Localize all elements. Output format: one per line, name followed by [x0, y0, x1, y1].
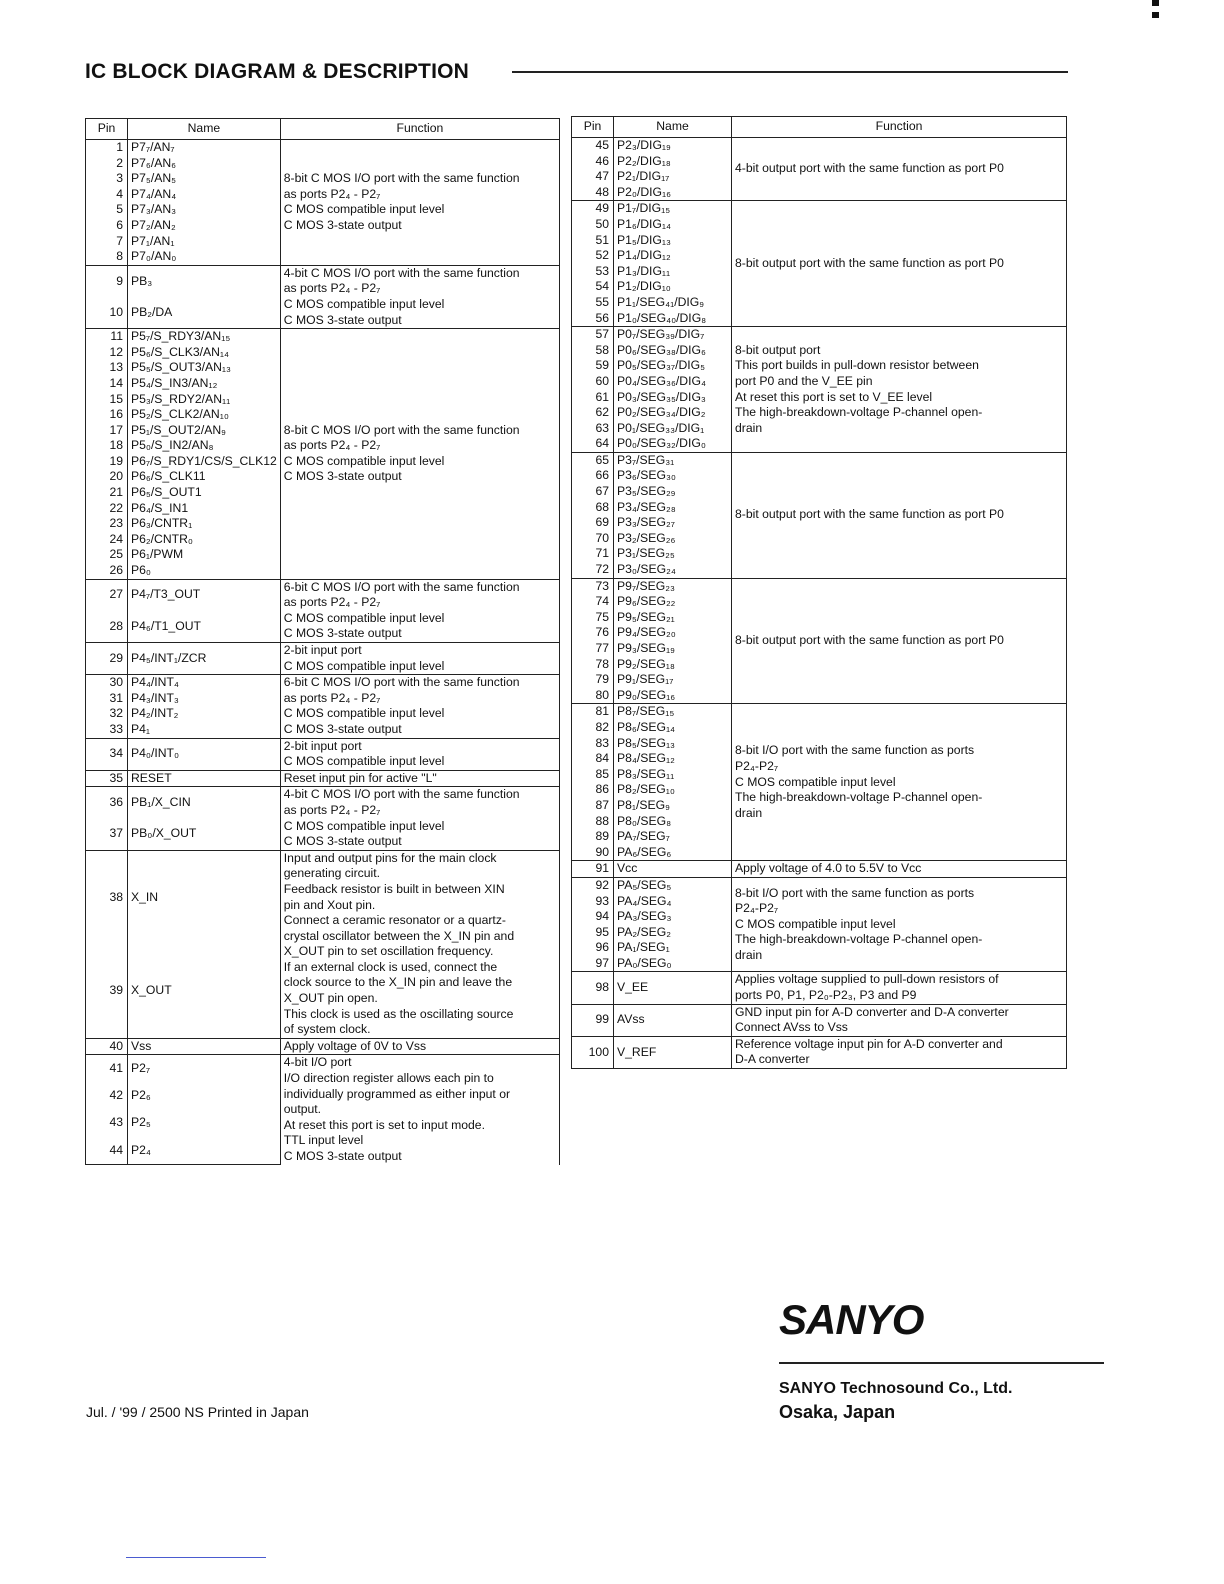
pin-name: P3₃/SEG₂₇: [614, 515, 732, 531]
table-row: [86, 675, 560, 691]
pin-name: P7₃/AN₃: [128, 202, 281, 218]
pin-function: 8-bit output port with the same function as port P0: [732, 201, 1067, 327]
pin-number: 75: [572, 610, 614, 626]
pin-name: Vss: [128, 1038, 281, 1055]
pin-number: 80: [572, 688, 614, 704]
pin-name: P0₇/SEG₃₉/DIG₇: [614, 327, 732, 343]
pin-number: 19: [86, 454, 128, 470]
pin-name: P9₇/SEG₂₃: [614, 578, 732, 594]
pin-name: P5₁/S_OUT2/AN₉: [128, 423, 281, 439]
pin-number: 27: [86, 579, 128, 611]
pin-name: V_REF: [614, 1036, 732, 1068]
pin-function: Input and output pins for the main clock generating circuit. Feedback resistor is built in between XIN pin and Xout pin. Connect a ceramic resonator or a quartz- crystal oscillator between the X_IN pin and X_OUT pin to set oscillation frequency. If an external clock is used, connect the clock source to the X_IN pin and leave the X_OUT pin open. This clock is used as the oscillating source of system clock.: [280, 850, 559, 1038]
pin-name: P2₇: [128, 1055, 281, 1083]
pin-number: 47: [572, 169, 614, 185]
company-name: SANYO Technosound Co., Ltd.: [779, 1380, 1013, 1397]
pin-name: P6₀: [128, 563, 281, 579]
pin-number: 76: [572, 625, 614, 641]
pin-name: P2₆: [128, 1083, 281, 1110]
pin-function: 6-bit C MOS I/O port with the same function as ports P2₄ - P2₇ C MOS compatible input level C MOS 3-state output: [280, 675, 559, 738]
pin-name: P2₄: [128, 1137, 281, 1165]
pin-name: P6₅/S_OUT1: [128, 485, 281, 501]
pin-name: PA₅/SEG₅: [614, 877, 732, 893]
pin-number: 8: [86, 249, 128, 265]
pin-name: P6₃/CNTR₁: [128, 516, 281, 532]
pin-name: P6₄/S_IN1: [128, 501, 281, 517]
pin-name: PA₄/SEG₄: [614, 894, 732, 910]
pin-name: P4₇/T3_OUT: [128, 579, 281, 611]
pin-number: 37: [86, 819, 128, 851]
pin-name: P8₄/SEG₁₂: [614, 751, 732, 767]
pin-name: P1₄/DIG₁₂: [614, 248, 732, 264]
pin-number: 32: [86, 706, 128, 722]
pin-name: P7₇/AN₇: [128, 140, 281, 156]
pin-name: PB₂/DA: [128, 297, 281, 329]
pin-number: 30: [86, 675, 128, 691]
pin-name: P0₃/SEG₃₅/DIG₃: [614, 390, 732, 406]
pin-number: 95: [572, 925, 614, 941]
pin-name: P2₅: [128, 1110, 281, 1137]
pin-name: P0₆/SEG₃₈/DIG₆: [614, 343, 732, 359]
pin-name: P1₁/SEG₄₁/DIG₉: [614, 295, 732, 311]
table-row: [572, 972, 1067, 1004]
table-row: [572, 861, 1067, 878]
pin-name: PA₃/SEG₃: [614, 909, 732, 925]
pin-number: 66: [572, 468, 614, 484]
pin-number: 91: [572, 861, 614, 878]
pin-name: P8₀/SEG₈: [614, 814, 732, 830]
pin-name: P8₅/SEG₁₃: [614, 736, 732, 752]
pin-name: PA₁/SEG₁: [614, 940, 732, 956]
pin-name: P1₂/DIG₁₀: [614, 279, 732, 295]
pin-number: 89: [572, 829, 614, 845]
pin-name: P1₃/DIG₁₁: [614, 264, 732, 280]
pin-number: 49: [572, 201, 614, 217]
pin-number: 48: [572, 185, 614, 201]
header-name: Name: [128, 119, 281, 140]
pin-number: 7: [86, 234, 128, 250]
pin-name: P9₆/SEG₂₂: [614, 594, 732, 610]
table-row: [86, 770, 560, 787]
pin-name: PB₁/X_CIN: [128, 787, 281, 819]
pin-name: P0₄/SEG₃₆/DIG₄: [614, 374, 732, 390]
pin-function: GND input pin for A-D converter and D-A converter Connect AVss to Vss: [732, 1004, 1067, 1036]
pin-number: 13: [86, 360, 128, 376]
pin-function: Apply voltage of 4.0 to 5.5V to Vcc: [732, 861, 1067, 878]
pin-number: 42: [86, 1083, 128, 1110]
table-row: [86, 265, 560, 297]
pin-name: P9₁/SEG₁₇: [614, 672, 732, 688]
pin-number: 21: [86, 485, 128, 501]
pin-number: 87: [572, 798, 614, 814]
pin-number: 68: [572, 500, 614, 516]
pin-number: 46: [572, 154, 614, 170]
pin-number: 43: [86, 1110, 128, 1137]
pin-name: P1₇/DIG₁₅: [614, 201, 732, 217]
table-row: [86, 329, 560, 345]
pin-number: 97: [572, 956, 614, 972]
pin-number: 51: [572, 233, 614, 249]
pin-function: 4-bit C MOS I/O port with the same function as ports P2₄ - P2₇ C MOS compatible input level C MOS 3-state output: [280, 787, 559, 850]
pin-number: 9: [86, 265, 128, 297]
pin-name: P7₀/AN₀: [128, 249, 281, 265]
pin-name: P6₁/PWM: [128, 547, 281, 563]
pin-number: 5: [86, 202, 128, 218]
pin-name: P3₄/SEG₂₈: [614, 500, 732, 516]
pin-number: 6: [86, 218, 128, 234]
pin-number: 61: [572, 390, 614, 406]
pin-number: 85: [572, 767, 614, 783]
pin-number: 14: [86, 376, 128, 392]
pin-name: P3₅/SEG₂₉: [614, 484, 732, 500]
pin-number: 55: [572, 295, 614, 311]
pin-number: 12: [86, 345, 128, 361]
pin-number: 25: [86, 547, 128, 563]
pin-number: 18: [86, 438, 128, 454]
pin-name: P7₆/AN₆: [128, 156, 281, 172]
pin-number: 62: [572, 405, 614, 421]
pin-number: 20: [86, 469, 128, 485]
pin-name: P1₀/SEG₄₀/DIG₈: [614, 311, 732, 327]
pin-name: P8₁/SEG₉: [614, 798, 732, 814]
table-row: [86, 787, 560, 819]
table-row: [86, 643, 560, 675]
pin-number: 64: [572, 436, 614, 452]
pin-number: 59: [572, 358, 614, 374]
table-row: [572, 1004, 1067, 1036]
pin-name: P9₃/SEG₁₉: [614, 641, 732, 657]
pin-number: 26: [86, 563, 128, 579]
pin-name: P4₅/INT₁/ZCR: [128, 643, 281, 675]
pin-number: 81: [572, 704, 614, 720]
pin-number: 50: [572, 217, 614, 233]
pin-number: 4: [86, 187, 128, 203]
pin-name: P3₇/SEG₃₁: [614, 452, 732, 468]
pin-number: 86: [572, 782, 614, 798]
pin-name: P5₆/S_CLK3/AN₁₄: [128, 345, 281, 361]
pin-number: 60: [572, 374, 614, 390]
table-row: [86, 579, 560, 611]
pin-name: P9₂/SEG₁₈: [614, 657, 732, 673]
table-row: [572, 327, 1067, 343]
pin-number: 72: [572, 562, 614, 578]
pin-name: X_IN: [128, 850, 281, 944]
pin-name: P4₁: [128, 722, 281, 738]
logo-rule: [779, 1362, 1104, 1364]
table-row: [86, 1055, 560, 1083]
table-row: [572, 704, 1067, 720]
pin-number: 93: [572, 894, 614, 910]
pin-name: P4₂/INT₂: [128, 706, 281, 722]
pin-name: P8₇/SEG₁₅: [614, 704, 732, 720]
pin-number: 70: [572, 531, 614, 547]
pin-number: 3: [86, 171, 128, 187]
pin-number: 69: [572, 515, 614, 531]
pin-name: P5₅/S_OUT3/AN₁₃: [128, 360, 281, 376]
pin-number: 82: [572, 720, 614, 736]
pin-number: 45: [572, 138, 614, 154]
pin-table-left: [85, 118, 560, 1165]
pin-name: P0₁/SEG₃₃/DIG₁: [614, 421, 732, 437]
pin-function: 8-bit output port This port builds in pull-down resistor between port P0 and the V_EE pin At reset this port is set to V_EE level The high-breakdown-voltage P-channel open- drain: [732, 327, 1067, 453]
pin-number: 65: [572, 452, 614, 468]
pin-number: 79: [572, 672, 614, 688]
pin-name: P8₂/SEG₁₀: [614, 782, 732, 798]
header-function: Function: [280, 119, 559, 140]
pin-function: 8-bit output port with the same function as port P0: [732, 452, 1067, 578]
pin-name: P4₄/INT₄: [128, 675, 281, 691]
pin-name: PB₀/X_OUT: [128, 819, 281, 851]
pin-name: P2₁/DIG₁₇: [614, 169, 732, 185]
pin-name: P0₂/SEG₃₄/DIG₂: [614, 405, 732, 421]
pin-name: P2₀/DIG₁₆: [614, 185, 732, 201]
pin-number: 15: [86, 392, 128, 408]
pin-name: P7₁/AN₁: [128, 234, 281, 250]
pin-name: AVss: [614, 1004, 732, 1036]
pin-function: Applies voltage supplied to pull-down resistors of ports P0, P1, P2₀-P2₃, P3 and P9: [732, 972, 1067, 1004]
pin-name: P6₆/S_CLK11: [128, 469, 281, 485]
pin-name: P5₀/S_IN2/AN₈: [128, 438, 281, 454]
pin-number: 44: [86, 1137, 128, 1165]
pin-function: Reset input pin for active "L": [280, 770, 559, 787]
table-row: [86, 140, 560, 156]
pin-function: 8-bit I/O port with the same function as ports P2₄-P2₇ C MOS compatible input level The high-breakdown-voltage P-channel open- drain: [732, 877, 1067, 972]
pin-number: 17: [86, 423, 128, 439]
print-footer: Jul. / '99 / 2500 NS Printed in Japan: [86, 1404, 309, 1420]
pin-table-right-body: [572, 138, 1067, 1069]
pin-name: P9₀/SEG₁₆: [614, 688, 732, 704]
table-row: [572, 201, 1067, 217]
header-function: Function: [732, 117, 1067, 138]
pin-function: 2-bit input port C MOS compatible input level: [280, 643, 559, 675]
pin-number: 63: [572, 421, 614, 437]
pin-number: 38: [86, 850, 128, 944]
pin-number: 52: [572, 248, 614, 264]
pin-name: P9₄/SEG₂₀: [614, 625, 732, 641]
pin-function: 6-bit C MOS I/O port with the same function as ports P2₄ - P2₇ C MOS compatible input level C MOS 3-state output: [280, 579, 559, 642]
table-row: [572, 138, 1067, 154]
pin-name: P7₂/AN₂: [128, 218, 281, 234]
pin-name: Vcc: [614, 861, 732, 878]
pin-name: P2₃/DIG₁₉: [614, 138, 732, 154]
pin-name: P0₅/SEG₃₇/DIG₅: [614, 358, 732, 374]
pin-number: 58: [572, 343, 614, 359]
pin-function: 4-bit C MOS I/O port with the same function as ports P2₄ - P2₇ C MOS compatible input level C MOS 3-state output: [280, 265, 559, 328]
pin-number: 92: [572, 877, 614, 893]
pin-number: 33: [86, 722, 128, 738]
pin-name: P3₆/SEG₃₀: [614, 468, 732, 484]
pin-name: P5₃/S_RDY2/AN₁₁: [128, 392, 281, 408]
table-row: [86, 850, 560, 944]
pin-number: 35: [86, 770, 128, 787]
pin-number: 41: [86, 1055, 128, 1083]
pin-name: P6₂/CNTR₀: [128, 532, 281, 548]
title-rule: [512, 71, 1068, 73]
pin-number: 78: [572, 657, 614, 673]
pin-number: 40: [86, 1038, 128, 1055]
pin-name: PB₃: [128, 265, 281, 297]
pin-number: 16: [86, 407, 128, 423]
pin-name: P4₀/INT₀: [128, 738, 281, 770]
pin-number: 90: [572, 845, 614, 861]
header-pin: Pin: [572, 117, 614, 138]
pin-number: 83: [572, 736, 614, 752]
pin-name: V_EE: [614, 972, 732, 1004]
pin-number: 74: [572, 594, 614, 610]
pin-number: 24: [86, 532, 128, 548]
pin-name: P3₂/SEG₂₆: [614, 531, 732, 547]
pin-number: 1: [86, 140, 128, 156]
pin-name: P4₃/INT₃: [128, 691, 281, 707]
table-row: [86, 738, 560, 770]
pin-function: 8-bit C MOS I/O port with the same function as ports P2₄ - P2₇ C MOS compatible input level C MOS 3-state output: [280, 329, 559, 580]
pin-name: P1₆/DIG₁₄: [614, 217, 732, 233]
pin-number: 53: [572, 264, 614, 280]
pin-name: P5₇/S_RDY3/AN₁₅: [128, 329, 281, 345]
pin-name: PA₂/SEG₂: [614, 925, 732, 941]
pin-name: P1₅/DIG₁₃: [614, 233, 732, 249]
pin-number: 54: [572, 279, 614, 295]
pin-number: 10: [86, 297, 128, 329]
pin-function: Apply voltage of 0V to Vss: [280, 1038, 559, 1055]
pin-name: P0₀/SEG₃₂/DIG₀: [614, 436, 732, 452]
pin-number: 99: [572, 1004, 614, 1036]
pin-number: 36: [86, 787, 128, 819]
pin-name: P8₆/SEG₁₄: [614, 720, 732, 736]
pin-number: 98: [572, 972, 614, 1004]
table-row: [86, 1038, 560, 1055]
pin-number: 94: [572, 909, 614, 925]
pin-name: X_OUT: [128, 944, 281, 1038]
pin-function: 8-bit C MOS I/O port with the same function as ports P2₄ - P2₇ C MOS compatible input level C MOS 3-state output: [280, 140, 559, 266]
pin-name: RESET: [128, 770, 281, 787]
pin-function: 4-bit output port with the same function as port P0: [732, 138, 1067, 201]
pin-name: P7₄/AN₄: [128, 187, 281, 203]
pin-function: 2-bit input port C MOS compatible input level: [280, 738, 559, 770]
header-pin: Pin: [86, 119, 128, 140]
pin-number: 34: [86, 738, 128, 770]
pin-number: 96: [572, 940, 614, 956]
pin-number: 57: [572, 327, 614, 343]
pin-function: 8-bit I/O port with the same function as ports P2₄-P2₇ C MOS compatible input level The high-breakdown-voltage P-channel open- drain: [732, 704, 1067, 861]
pin-number: 77: [572, 641, 614, 657]
pin-number: 88: [572, 814, 614, 830]
bottom-link-rule: [126, 1557, 266, 1558]
pin-name: P9₅/SEG₂₁: [614, 610, 732, 626]
pin-number: 56: [572, 311, 614, 327]
pin-name: P5₄/S_IN3/AN₁₂: [128, 376, 281, 392]
table-row: [572, 1036, 1067, 1068]
pin-name: P5₂/S_CLK2/AN₁₀: [128, 407, 281, 423]
pin-name: P3₁/SEG₂₅: [614, 546, 732, 562]
pin-table-left-body: [86, 140, 560, 1165]
pin-number: 67: [572, 484, 614, 500]
pin-name: P7₅/AN₅: [128, 171, 281, 187]
pin-number: 22: [86, 501, 128, 517]
table-row: [572, 452, 1067, 468]
header-name: Name: [614, 117, 732, 138]
pin-name: P4₆/T1_OUT: [128, 611, 281, 643]
pin-name: PA₇/SEG₇: [614, 829, 732, 845]
pin-number: 71: [572, 546, 614, 562]
pin-name: P8₃/SEG₁₁: [614, 767, 732, 783]
pin-number: 11: [86, 329, 128, 345]
pin-function: 4-bit I/O port I/O direction register allows each pin to individually programmed as either input or output. At reset this port is set to input mode. TTL input level C MOS 3-state output: [280, 1055, 559, 1165]
pin-number: 23: [86, 516, 128, 532]
pin-number: 100: [572, 1036, 614, 1068]
pin-table-right: [571, 116, 1067, 1069]
pin-name: PA₀/SEG₀: [614, 956, 732, 972]
pin-number: 39: [86, 944, 128, 1038]
table-row: [572, 877, 1067, 893]
pin-function: 8-bit output port with the same function as port P0: [732, 578, 1067, 704]
pin-number: 29: [86, 643, 128, 675]
pin-number: 84: [572, 751, 614, 767]
pin-name: P6₇/S_RDY1/CS/S_CLK12: [128, 454, 281, 470]
corner-marks: [1152, 0, 1160, 22]
pin-function: Reference voltage input pin for A-D converter and D-A converter: [732, 1036, 1067, 1068]
pin-name: PA₆/SEG₆: [614, 845, 732, 861]
company-city: Osaka, Japan: [779, 1402, 896, 1422]
pin-name: P2₂/DIG₁₈: [614, 154, 732, 170]
pin-number: 28: [86, 611, 128, 643]
pin-name: P3₀/SEG₂₄: [614, 562, 732, 578]
pin-number: 31: [86, 691, 128, 707]
table-row: [572, 578, 1067, 594]
pin-number: 73: [572, 578, 614, 594]
pin-number: 2: [86, 156, 128, 172]
sanyo-logo: SANYO: [779, 1296, 924, 1343]
page-title: IC BLOCK DIAGRAM & DESCRIPTION: [85, 60, 469, 83]
